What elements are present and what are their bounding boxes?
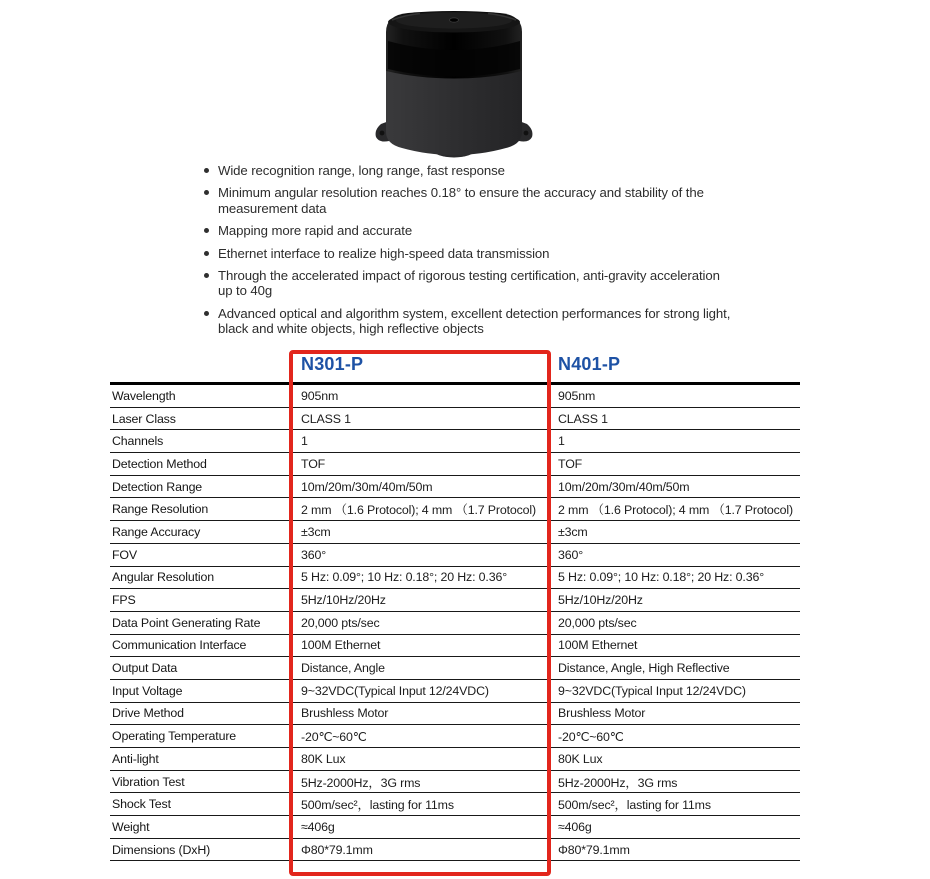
spec-label: Angular Resolution: [112, 570, 214, 585]
spec-row: [110, 725, 800, 748]
spec-table-body: [110, 385, 800, 861]
spec-value-n301p: 9~32VDC(Typical Input 12/24VDC): [301, 683, 489, 698]
spec-value-n301p: 10m/20m/30m/40m/50m: [301, 479, 433, 494]
spec-row: [110, 385, 800, 408]
spec-row: [110, 453, 800, 476]
spec-label: Range Resolution: [112, 502, 209, 517]
spec-value-n301p: 360°: [301, 547, 327, 562]
feature-text: Advanced optical and algorithm system, excellent detection performances for strong light, black and white objects, high reflective objects: [218, 305, 731, 337]
spec-value-n301p: 500m/sec²，lasting for 11ms: [301, 798, 454, 813]
feature-text: Wide recognition range, long range, fast response: [218, 163, 505, 178]
spec-row: [110, 521, 800, 544]
spec-value-n301p: Φ80*79.1mm: [301, 842, 373, 857]
spec-label: FPS: [112, 593, 136, 608]
feature-text: Through the accelerated impact of rigorous testing certification, anti-gravity acceleration up to 40g: [218, 268, 720, 299]
bullet-icon: [204, 251, 209, 256]
spec-value-n401p: 100M Ethernet: [558, 638, 638, 653]
spec-value-n301p: ±3cm: [301, 524, 331, 539]
spec-value-n401p: 905nm: [558, 388, 596, 403]
spec-label: Detection Method: [112, 456, 207, 471]
spec-value-n301p: TOF: [301, 456, 326, 471]
spec-value-n401p: Distance, Angle, High Reflective: [558, 661, 730, 676]
spec-value-n401p: -20℃~60℃: [558, 729, 624, 744]
spec-label: Range Accuracy: [112, 524, 201, 539]
spec-value-n301p: ≈406g: [301, 819, 335, 834]
spec-row: [110, 816, 800, 839]
spec-value-n301p: 5Hz-2000Hz，3G rms: [301, 775, 421, 790]
spec-row: [110, 793, 800, 816]
spec-row: [110, 748, 800, 771]
spec-row: [110, 498, 800, 521]
spec-table-header: [110, 352, 800, 385]
spec-value-n401p: CLASS 1: [558, 411, 608, 426]
spec-row: [110, 430, 800, 453]
spec-label: Detection Range: [112, 479, 203, 494]
spec-row: [110, 567, 800, 590]
spec-row: [110, 771, 800, 794]
spec-value-n301p: Distance, Angle: [301, 661, 385, 676]
spec-value-n401p: Φ80*79.1mm: [558, 842, 630, 857]
spec-label: Data Point Generating Rate: [112, 615, 261, 630]
spec-value-n301p: 5Hz/10Hz/20Hz: [301, 593, 386, 608]
spec-label: Communication Interface: [112, 638, 247, 653]
feature-list: [204, 163, 734, 344]
spec-value-n401p: 5 Hz: 0.09°; 10 Hz: 0.18°; 20 Hz: 0.36°: [558, 570, 765, 585]
bullet-icon: [204, 273, 209, 278]
feature-item: [204, 246, 734, 261]
feature-item: [204, 163, 734, 178]
spec-row: [110, 635, 800, 658]
spec-value-n401p: 500m/sec²，lasting for 11ms: [558, 798, 711, 813]
spec-value-n301p: 1: [301, 434, 308, 449]
bullet-icon: [204, 228, 209, 233]
spec-label: Dimensions (DxH): [112, 842, 211, 857]
bullet-icon: [204, 190, 209, 195]
spec-label: Weight: [112, 819, 150, 834]
spec-row: [110, 680, 800, 703]
spec-value-n401p: 10m/20m/30m/40m/50m: [558, 479, 690, 494]
spec-label: FOV: [112, 547, 138, 562]
spec-value-n301p: 20,000 pts/sec: [301, 615, 380, 630]
spec-row: [110, 612, 800, 635]
spec-value-n401p: Brushless Motor: [558, 706, 646, 721]
spec-row: [110, 476, 800, 499]
spec-row: [110, 544, 800, 567]
spec-value-n401p: 80K Lux: [558, 751, 603, 766]
spec-label: Output Data: [112, 661, 178, 676]
spec-label: Laser Class: [112, 411, 176, 426]
spec-value-n401p: ≈406g: [558, 819, 592, 834]
spec-table: [110, 352, 800, 861]
spec-label: Shock Test: [112, 797, 171, 812]
spec-value-n401p: 9~32VDC(Typical Input 12/24VDC): [558, 683, 746, 698]
feature-item: [204, 223, 734, 238]
spec-row: [110, 657, 800, 680]
feature-item: [204, 268, 734, 299]
spec-value-n301p: 2 mm （1.6 Protocol); 4 mm （1.7 Protocol): [301, 503, 537, 518]
spec-value-n301p: 80K Lux: [301, 751, 346, 766]
spec-label: Input Voltage: [112, 683, 183, 698]
spec-label: Anti-light: [112, 751, 159, 766]
spec-value-n301p: -20℃~60℃: [301, 729, 367, 744]
spec-label: Wavelength: [112, 388, 176, 403]
spec-label: Vibration Test: [112, 774, 185, 789]
spec-row: [110, 703, 800, 726]
spec-value-n401p: TOF: [558, 456, 583, 471]
spec-col-header-empty: [110, 352, 290, 354]
feature-item: [204, 185, 734, 216]
bullet-icon: [204, 168, 209, 173]
spec-value-n401p: 5Hz-2000Hz，3G rms: [558, 775, 678, 790]
spec-label: Drive Method: [112, 706, 184, 721]
spec-value-n301p: 905nm: [301, 388, 339, 403]
spec-value-n301p: 5 Hz: 0.09°; 10 Hz: 0.18°; 20 Hz: 0.36°: [301, 570, 508, 585]
spec-col-header-n301p: N301-P: [301, 354, 364, 374]
lidar-product-image: [375, 5, 533, 159]
spec-label: Channels: [112, 434, 164, 449]
spec-value-n301p: CLASS 1: [301, 411, 351, 426]
spec-value-n401p: 360°: [558, 547, 584, 562]
top-center-hole-icon: [450, 18, 459, 22]
spec-value-n301p: Brushless Motor: [301, 706, 389, 721]
feature-text: Minimum angular resolution reaches 0.18° to ensure the accuracy and stability of the measurement data: [218, 185, 704, 216]
spec-col-header-n401p: N401-P: [558, 354, 621, 374]
spec-row: [110, 408, 800, 431]
spec-value-n401p: 1: [558, 434, 565, 449]
spec-row: [110, 589, 800, 612]
spec-value-n401p: 20,000 pts/sec: [558, 615, 637, 630]
spec-value-n401p: 2 mm （1.6 Protocol); 4 mm （1.7 Protocol): [558, 503, 794, 518]
spec-row: [110, 839, 800, 862]
feature-text: Ethernet interface to realize high-speed data transmission: [218, 245, 550, 261]
bullet-icon: [204, 311, 209, 316]
spec-value-n301p: 100M Ethernet: [301, 638, 381, 653]
spec-value-n401p: 5Hz/10Hz/20Hz: [558, 593, 643, 608]
spec-label: Operating Temperature: [112, 729, 237, 744]
spec-value-n401p: ±3cm: [558, 524, 588, 539]
feature-item: [204, 306, 734, 337]
feature-text: Mapping more rapid and accurate: [218, 223, 413, 239]
